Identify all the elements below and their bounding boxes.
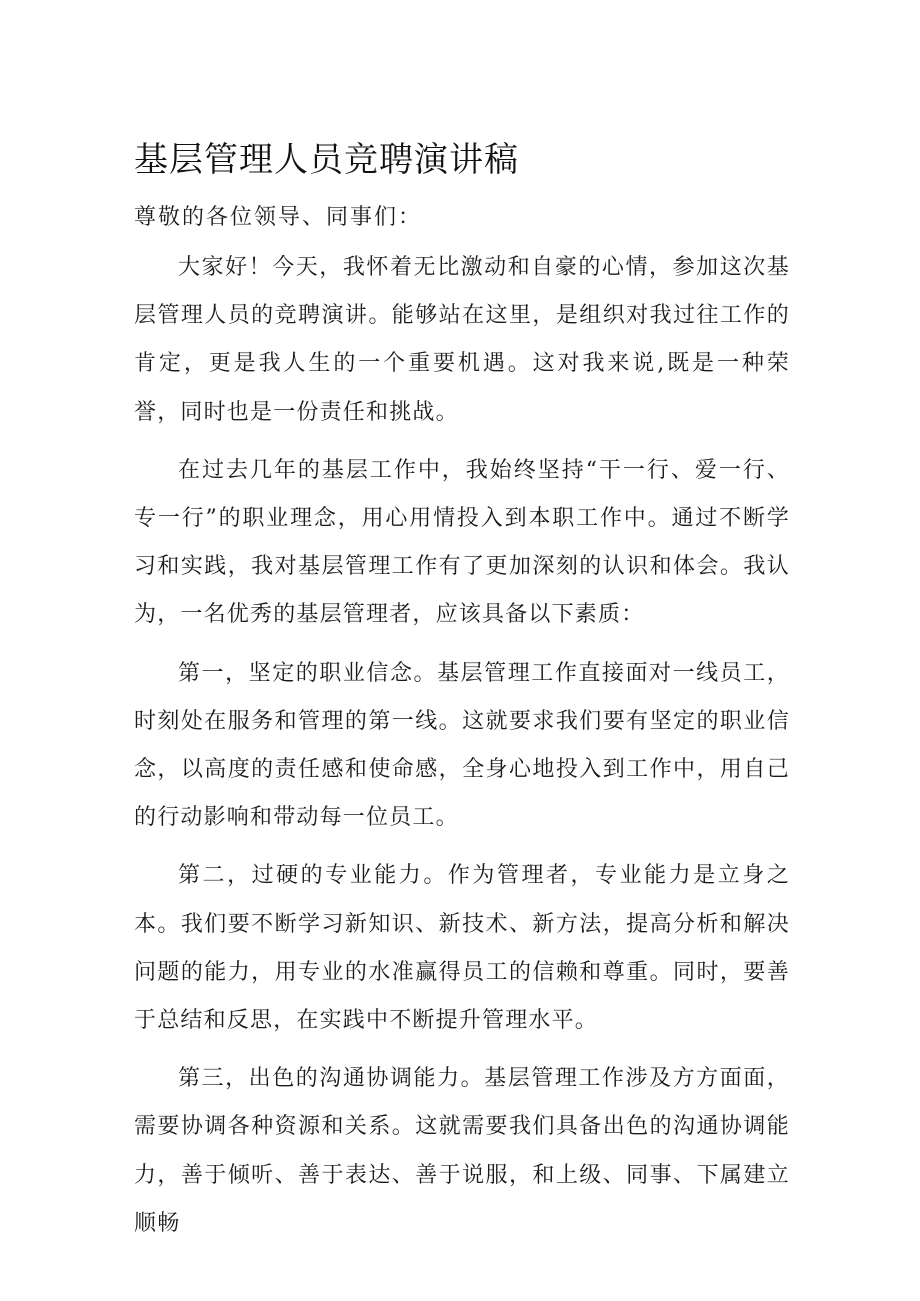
paragraph-greeting: 大家好！今天，我怀着无比激动和自豪的心情，参加这次基层管理人员的竞聘演讲。能够站在这里，是组织对我过往工作的肯定，更是我人生的一个重要机遇。这对我来说,既是一种荣誉，同时也是一份责任和挑战。 <box>134 255 790 425</box>
document-title: 基层管理人员竞聘演讲稿 <box>134 140 519 180</box>
salutation: 尊敬的各位领导、同事们： <box>134 205 423 230</box>
document-body <box>134 244 790 1258</box>
paragraph-point-three: 第三，出色的沟通协调能力。基层管理工作涉及方方面面，需要协调各种资源和关系。这就需要我们具备出色的沟通协调能力，善于倾听、善于表达、善于说服，和上级、同事、下属建立顺畅 <box>134 1066 790 1236</box>
paragraph-point-two: 第二，过硬的专业能力。作为管理者，专业能力是立身之本。我们要不断学习新知识、新技术、新方法，提高分析和解决问题的能力，用专业的水准赢得员工的信赖和尊重。同时，要善于总结和反思，在实践中不断提升管理水平。 <box>134 863 790 1034</box>
paragraph-experience: 在过去几年的基层工作中，我始终坚持“干一行、爱一行、专一行”的职业理念，用心用情投入到本职工作中。通过不断学习和实践，我对基层管理工作有了更加深刻的认识和体会。我认为，一名优秀的基层管理者，应该具备以下素质： <box>134 457 790 628</box>
paragraph-point-one: 第一，坚定的职业信念。基层管理工作直接面对一线员工，时刻处在服务和管理的第一线。这就要求我们要有坚定的职业信念，以高度的责任感和使命感，全身心地投入到工作中，用自己的行动影响和带动每一位员工。 <box>134 660 790 831</box>
